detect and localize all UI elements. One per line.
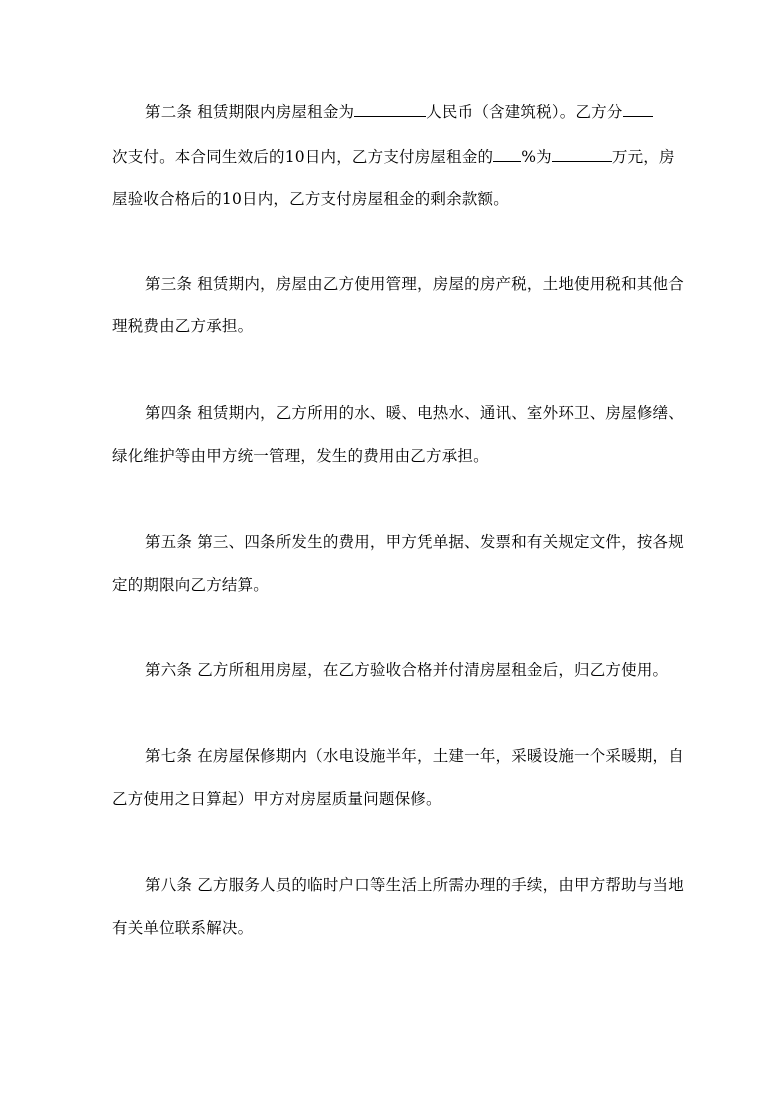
article-2-text-b: 人民币（含建筑税）。乙方分 [426,103,623,121]
article-3-line-2: 理税费由乙方承担。 [112,317,254,335]
article-8-line-1: 第八条 乙方服务人员的临时户口等生活上所需办理的手续，由甲方帮助与当地 [145,876,684,894]
article-2-line-2 [112,147,675,167]
article-2-line-3: 屋验收合格后的10日内，乙方支付房屋租金的剩余款额。 [112,190,509,208]
article-5-line-1: 第五条 第三、四条所发生的费用，甲方凭单据、发票和有关规定文件，按各规 [145,533,684,551]
article-5-line-2: 定的期限向乙方结算。 [112,576,270,594]
article-8-line-2: 有关单位联系解决。 [112,919,254,937]
article-4-line-2: 绿化维护等由甲方统一管理，发生的费用由乙方承担。 [112,447,489,465]
rent-amount-blank [354,102,426,117]
article-2-text-d: %为 [521,148,552,166]
first-payment-blank [552,147,612,162]
article-4-line-1: 第四条 租赁期内，乙方所用的水、暖、电热水、通讯、室外环卫、房屋修缮、 [145,404,684,422]
percent-blank [493,147,521,162]
article-6-line-1: 第六条 乙方所租用房屋，在乙方验收合格并付清房屋租金后，归乙方使用。 [145,661,669,679]
article-3-line-1: 第三条 租赁期内，房屋由乙方使用管理，房屋的房产税，土地使用税和其他合 [145,275,684,293]
installments-blank [623,102,653,117]
article-2-text-e: 万元，房 [611,148,675,166]
article-7-line-1: 第七条 在房屋保修期内（水电设施半年，土建一年，采暖设施一个采暖期，自 [145,747,684,765]
article-7-line-2: 乙方使用之日算起）甲方对房屋质量问题保修。 [112,790,442,808]
article-2-text-a: 第二条 租赁期限内房屋租金为 [145,103,355,121]
article-2-line-1 [145,102,653,122]
article-2-text-c: 次支付。本合同生效后的10日内，乙方支付房屋租金的 [112,148,494,166]
